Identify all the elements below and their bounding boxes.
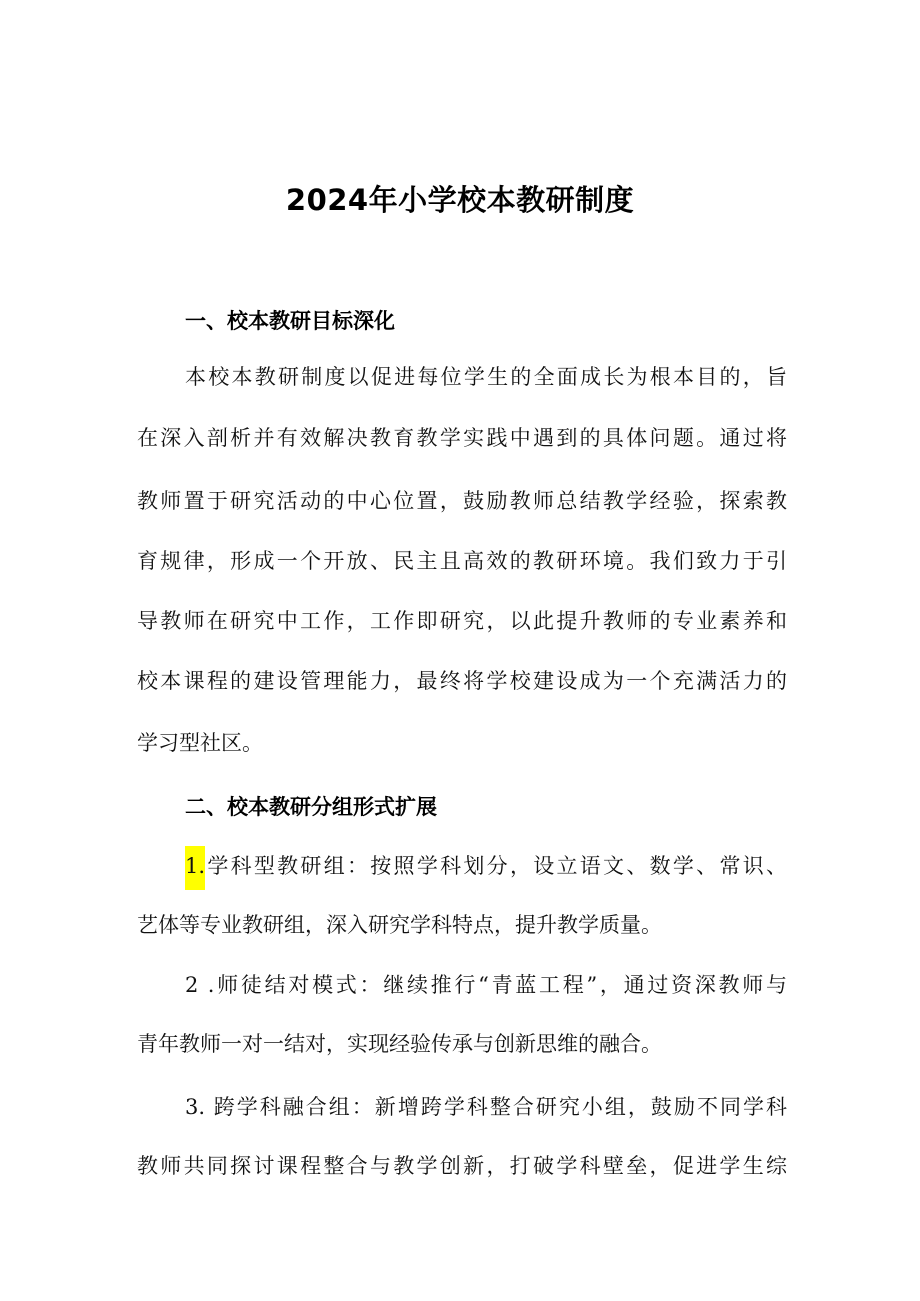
list-item-line: 艺体等专业教研组，深入研究学科特点，提升教学质量。	[137, 913, 662, 937]
section-heading-1: 一、校本教研目标深化	[185, 309, 395, 333]
paragraph-line: 教师置于研究活动的中心位置，鼓励教师总结教学经验，探索教	[137, 489, 787, 513]
list-item-text: 学科型教研组：按照学科划分，设立语文、数学、常识、	[205, 854, 787, 878]
paragraph-line: 学习型社区。	[137, 731, 263, 755]
paragraph-line: 本校本教研制度以促进每位学生的全面成长为根本目的，旨	[185, 365, 787, 389]
list-item-line: 教师共同探讨课程整合与教学创新，打破学科壁垒，促进学生综	[137, 1154, 787, 1178]
list-item-first-line	[185, 969, 787, 999]
list-item-text: 跨学科融合组：新增跨学科整合研究小组，鼓励不同学科	[205, 1095, 787, 1119]
list-item-number: 2	[185, 973, 199, 997]
list-item-first-line	[185, 850, 787, 880]
list-item-first-line	[185, 1091, 787, 1121]
paragraph-line: 校本课程的建设管理能力，最终将学校建设成为一个充满活力的	[137, 669, 787, 693]
paragraph-line: 导教师在研究中工作，工作即研究，以此提升教师的专业素养和	[137, 609, 787, 633]
section-heading-2: 二、校本教研分组形式扩展	[185, 795, 437, 819]
list-item-text: .师徒结对模式：继续推行“青蓝工程”，通过资深教师与	[198, 973, 787, 997]
highlighted-number: 1.	[185, 846, 205, 890]
document-title: 2024年小学校本教研制度	[285, 183, 635, 217]
list-item-line: 青年教师一对一结对，实现经验传承与创新思维的融合。	[137, 1032, 662, 1056]
list-item-number: 3.	[185, 1095, 206, 1119]
paragraph-line: 育规律，形成一个开放、民主且高效的教研环境。我们致力于引	[137, 549, 787, 573]
paragraph-line: 在深入剖析并有效解决教育教学实践中遇到的具体问题。通过将	[137, 426, 787, 450]
